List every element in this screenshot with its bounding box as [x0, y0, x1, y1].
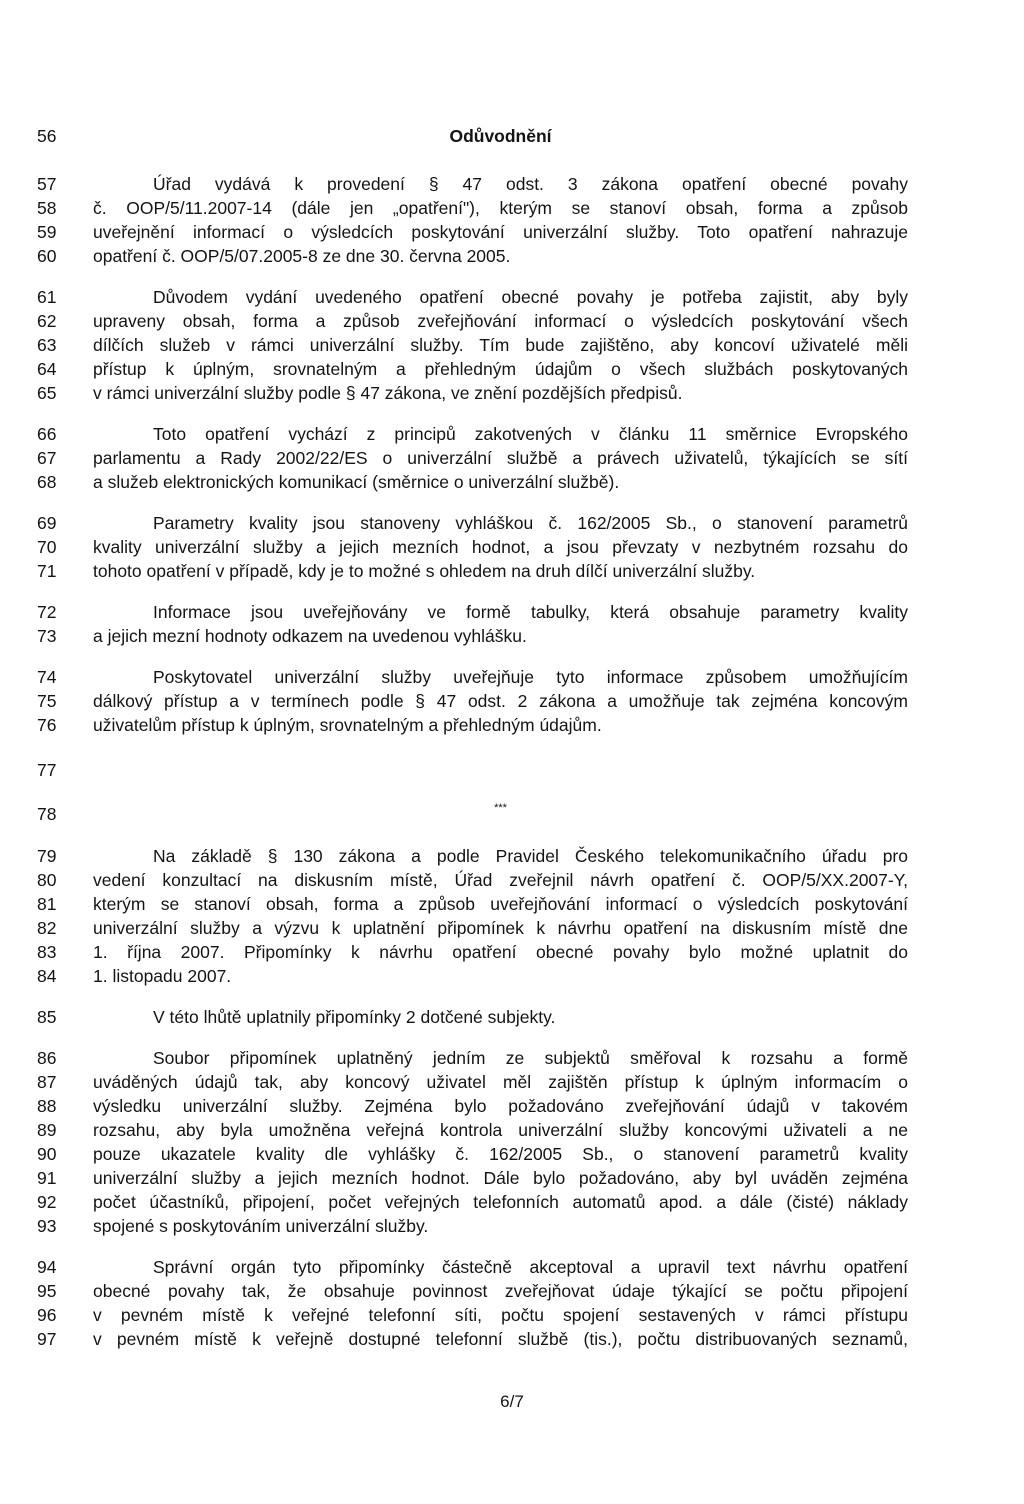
line-number: 60: [37, 246, 57, 266]
line-number: 58: [37, 198, 57, 218]
line-number: 57: [37, 174, 57, 194]
page-number: 6/7: [500, 1392, 524, 1411]
line-number: 93: [37, 1216, 57, 1236]
text-line: kterým se stanoví obsah, forma a způsob uveřejňování informací o výsledcích poskytování: [93, 894, 908, 914]
text-line: dílčích služeb v rámci univerzální služby. Tím bude zajištěno, aby koncoví uživatelé měli: [93, 335, 908, 355]
text-line: vedení konzultací na diskusním místě, Úřad zveřejnil návrh opatření č. OOP/5/XX.2007-Y,: [93, 870, 908, 890]
line-number: 81: [37, 894, 57, 914]
text-line: Informace jsou uveřejňovány ve formě tabulky, která obsahuje parametry kvality: [153, 602, 908, 622]
line-number: 87: [37, 1072, 57, 1092]
text-line: pouze ukazatele kvality dle vyhlášky č. 162/2005 Sb., o stanovení parametrů kvality: [93, 1144, 908, 1164]
line-number: 71: [37, 561, 57, 581]
text-line: a jejich mezní hodnoty odkazem na uvedenou vyhlášku.: [93, 626, 527, 646]
line-number: 91: [37, 1168, 57, 1188]
line-number: 72: [37, 602, 57, 622]
line-number: 78: [37, 804, 57, 824]
text-line: uváděných údajů tak, aby koncový uživatel měl zajištěn přístup k úplným informacím o: [93, 1072, 908, 1092]
text-line: Soubor připomínek uplatněný jedním ze subjektů směřoval k rozsahu a formě: [153, 1048, 908, 1068]
text-line: spojené s poskytováním univerzální služby.: [93, 1216, 429, 1236]
line-number: 86: [37, 1048, 57, 1068]
text-line: univerzální služby a jejich mezních hodnot. Dále bylo požadováno, aby byl uváděn zejména: [93, 1168, 908, 1188]
line-number: 70: [37, 537, 57, 557]
text-line: Správní orgán tyto připomínky částečně akceptoval a upravil text návrhu opatření: [153, 1257, 908, 1277]
text-line: výsledku univerzální služby. Zejména bylo požadováno zveřejňování údajů v takovém: [93, 1096, 908, 1116]
line-number: 83: [37, 942, 57, 962]
text-line: V této lhůtě uplatnily připomínky 2 dotčené subjekty.: [153, 1007, 556, 1027]
text-line: v pevném místě k veřejné telefonní síti, počtu spojení sestavených v rámci přístupu: [93, 1305, 908, 1325]
line-number: 69: [37, 513, 57, 533]
line-number: 61: [37, 287, 57, 307]
line-number: 85: [37, 1007, 57, 1027]
line-number: 66: [37, 424, 57, 444]
text-line: Parametry kvality jsou stanoveny vyhláškou č. 162/2005 Sb., o stanovení parametrů: [153, 513, 908, 533]
line-number: 89: [37, 1120, 57, 1140]
text-line: Úřad vydává k provedení § 47 odst. 3 zákona opatření obecné povahy: [153, 174, 908, 194]
line-number: 64: [37, 359, 57, 379]
section-separator: ***: [494, 802, 507, 814]
line-number: 68: [37, 472, 57, 492]
text-line: a služeb elektronických komunikací (směrnice o univerzální službě).: [93, 472, 620, 492]
line-number: 95: [37, 1281, 57, 1301]
line-number: 82: [37, 918, 57, 938]
text-line: Na základě § 130 zákona a podle Pravidel Českého telekomunikačního úřadu pro: [153, 846, 908, 866]
text-line: Důvodem vydání uvedeného opatření obecné povahy je potřeba zajistit, aby byly: [153, 287, 908, 307]
line-number: 56: [37, 126, 57, 146]
page-heading: Odůvodnění: [449, 126, 552, 146]
text-line: počet účastníků, připojení, počet veřejných telefonních automatů apod. a dále (čisté) náklady: [93, 1192, 908, 1212]
text-line: opatření č. OOP/5/07.2005-8 ze dne 30. června 2005.: [93, 246, 511, 266]
line-number: 67: [37, 448, 57, 468]
text-line: 1. listopadu 2007.: [93, 966, 232, 986]
line-number: 62: [37, 311, 57, 331]
line-number: 65: [37, 383, 57, 403]
line-number: 76: [37, 715, 57, 735]
line-number: 79: [37, 846, 57, 866]
text-line: Toto opatření vychází z principů zakotvených v článku 11 směrnice Evropského: [153, 424, 908, 444]
line-number: 92: [37, 1192, 57, 1212]
text-line: rozsahu, aby byla umožněna veřejná kontrola univerzální služby koncovými uživateli a ne: [93, 1120, 908, 1140]
line-number: 90: [37, 1144, 57, 1164]
line-number: 84: [37, 966, 57, 986]
text-line: v pevném místě k veřejně dostupné telefonní službě (tis.), počtu distribuovaných seznamů,: [93, 1329, 908, 1349]
text-line: v rámci univerzální služby podle § 47 zákona, ve znění pozdějších předpisů.: [93, 383, 683, 403]
text-line: uživatelům přístup k úplným, srovnatelným a přehledným údajům.: [93, 715, 602, 735]
line-number: 94: [37, 1257, 57, 1277]
line-number: 75: [37, 691, 57, 711]
text-line: univerzální služby a výzvu k uplatnění připomínek k návrhu opatření na diskusním místě dne: [93, 918, 908, 938]
line-number: 88: [37, 1096, 57, 1116]
line-number: 77: [37, 760, 57, 780]
text-line: přístup k úplným, srovnatelným a přehledným údajům o všech službách poskytovaných: [93, 359, 908, 379]
text-line: tohoto opatření v případě, kdy je to možné s ohledem na druh dílčí univerzální služby.: [93, 561, 756, 581]
line-number: 63: [37, 335, 57, 355]
line-number: 80: [37, 870, 57, 890]
text-line: č. OOP/5/11.2007-14 (dále jen „opatření"), kterým se stanoví obsah, forma a způsob: [93, 198, 908, 218]
text-line: uveřejnění informací o výsledcích poskytování univerzální služby. Toto opatření nahrazuje: [93, 222, 908, 242]
text-line: parlamentu a Rady 2002/22/ES o univerzální službě a právech uživatelů, týkajících se sítí: [93, 448, 908, 468]
text-line: kvality univerzální služby a jejich mezních hodnot, a jsou převzaty v nezbytném rozsahu do: [93, 537, 908, 557]
text-line: obecné povahy tak, že obsahuje povinnost zveřejňovat údaje týkající se počtu připojení: [93, 1281, 908, 1301]
text-line: dálkový přístup a v termínech podle § 47 odst. 2 zákona a umožňuje tak zejména koncovým: [93, 691, 908, 711]
text-line: upraveny obsah, forma a způsob zveřejňování informací o výsledcích poskytování všech: [93, 311, 908, 331]
line-number: 96: [37, 1305, 57, 1325]
text-line: 1. října 2007. Připomínky k návrhu opatření obecné povahy bylo možné uplatnit do: [93, 942, 908, 962]
text-line: Poskytovatel univerzální služby uveřejňuje tyto informace způsobem umožňujícím: [153, 667, 908, 687]
line-number: 59: [37, 222, 57, 242]
line-number: 97: [37, 1329, 57, 1349]
line-number: 73: [37, 626, 57, 646]
line-number: 74: [37, 667, 57, 687]
